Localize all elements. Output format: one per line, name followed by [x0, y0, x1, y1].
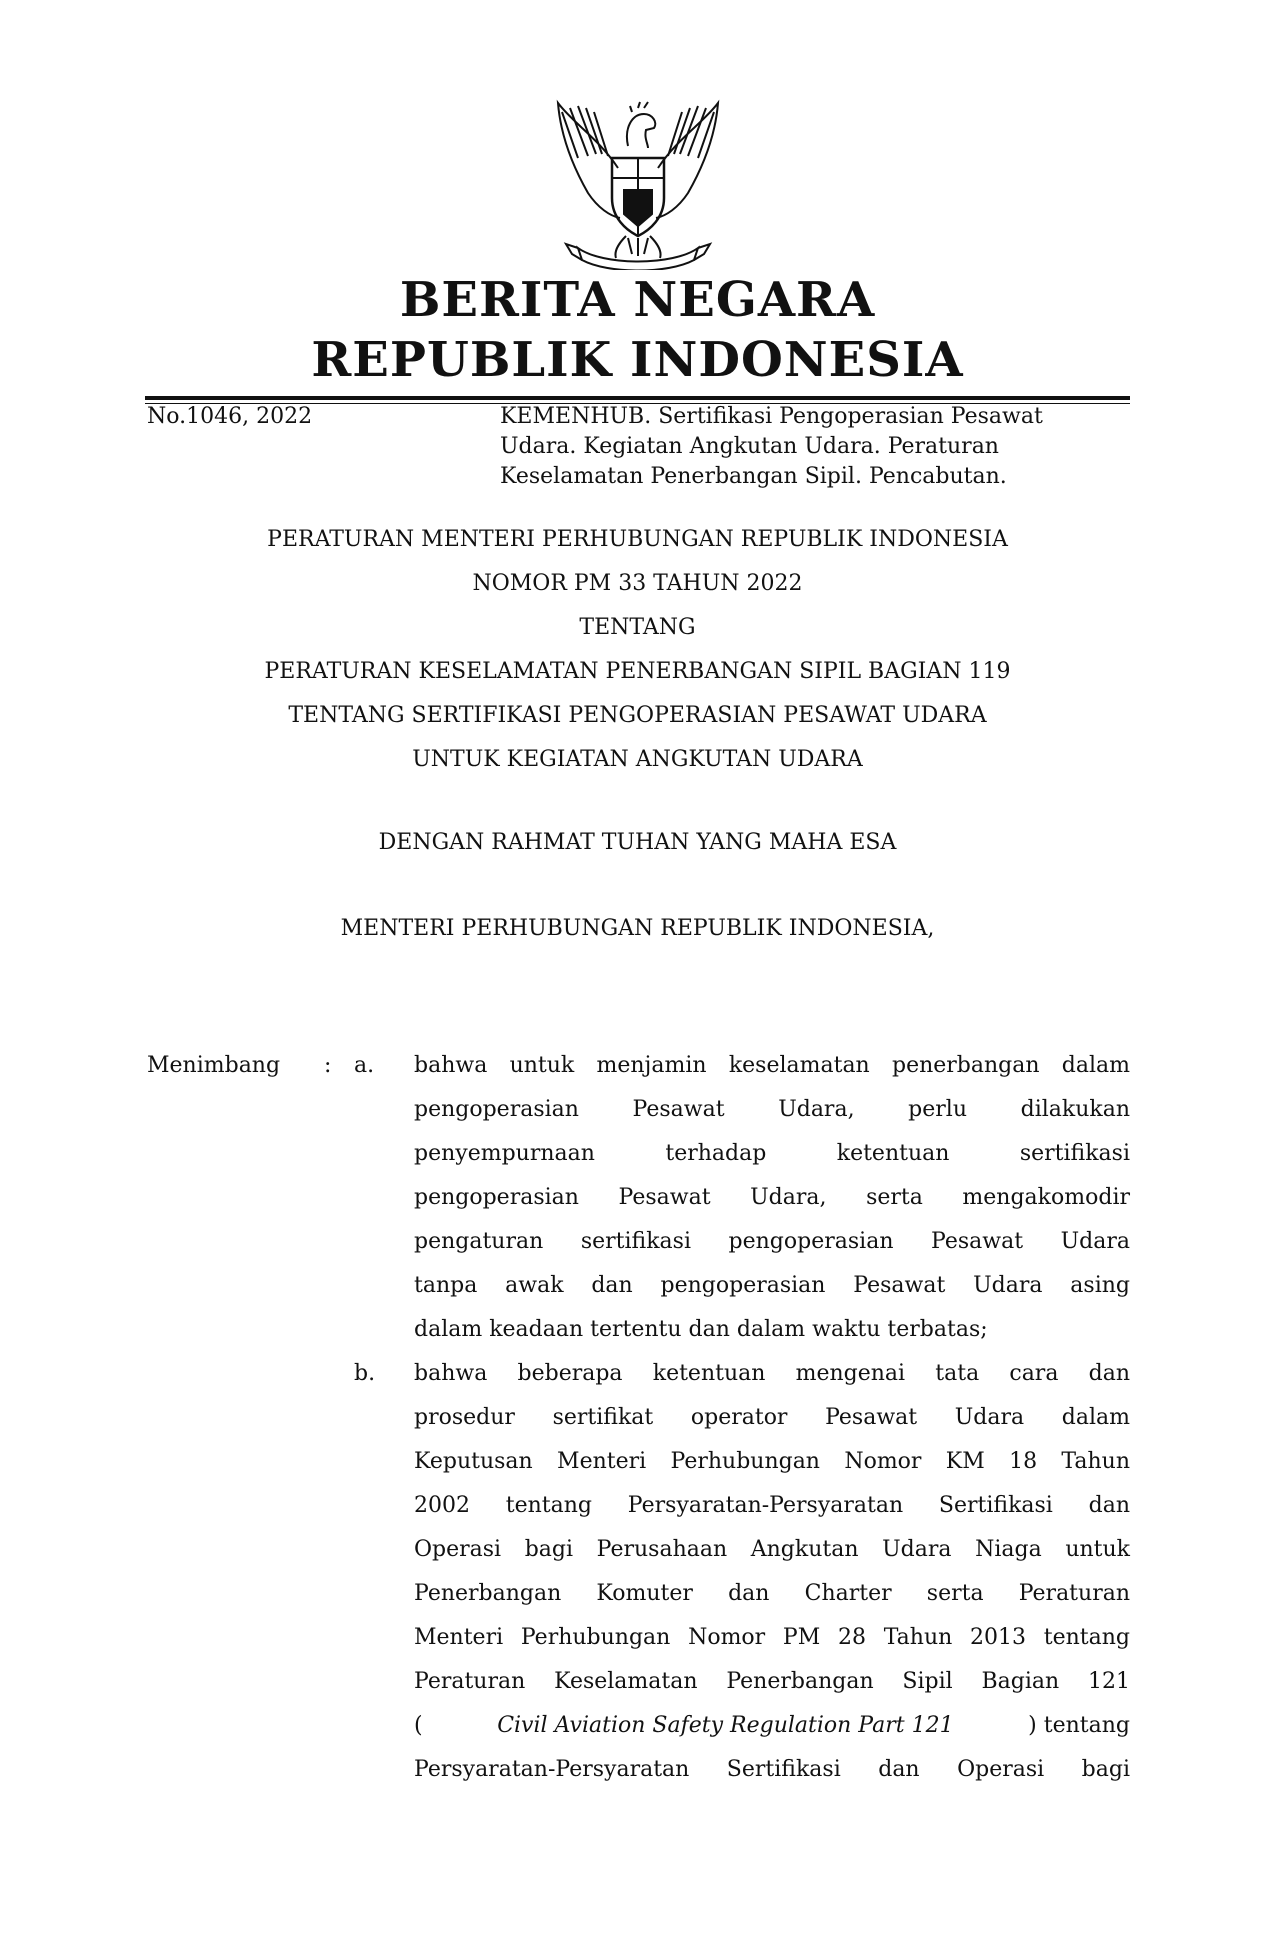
issue-subject-line: Udara. Kegiatan Angkutan Udara. Peraturan [500, 434, 999, 459]
regulation-title-line: PERATURAN MENTERI PERHUBUNGAN REPUBLIK INDONESIA [267, 527, 1008, 552]
paren-open: ( [414, 1713, 423, 1738]
regulation-title [145, 518, 1130, 782]
text-line: tanpa awak dan pengoperasian Pesawat Udara asing [414, 1273, 1130, 1298]
text-line: Operasi bagi Perusahaan Angkutan Udara Niaga untuk [414, 1537, 1130, 1562]
regulation-title-line: TENTANG SERTIFIKASI PENGOPERASIAN PESAWAT UDARA [288, 703, 987, 728]
text-line: prosedur sertifikat operator Pesawat Udara dalam [414, 1405, 1130, 1430]
text-line: pengoperasian Pesawat Udara, perlu dilakukan [414, 1097, 1130, 1122]
item-text [414, 1352, 1130, 1792]
issue-subject [500, 402, 1128, 492]
text-line: 2002 tentang Persyaratan-Persyaratan Sertifikasi dan [414, 1493, 1130, 1518]
gazette-masthead [145, 270, 1130, 390]
text-line: bahwa beberapa ketentuan mengenai tata cara dan [414, 1361, 1130, 1386]
garuda-pancasila-emblem-icon [548, 98, 728, 270]
paren-close: ) tentang [1028, 1713, 1130, 1738]
regulation-title-line: TENTANG [579, 615, 696, 640]
text-line: bahwa untuk menjamin keselamatan penerbangan dalam [414, 1053, 1130, 1078]
issue-number: No.1046, 2022 [147, 404, 313, 429]
text-line: Peraturan Keselamatan Penerbangan Sipil Bagian 121 [414, 1669, 1130, 1694]
text-line: penyempurnaan terhadap ketentuan sertifikasi [414, 1141, 1130, 1166]
considering-colon: : [324, 1053, 332, 1078]
text-line: Penerbangan Komuter dan Charter serta Peraturan [414, 1581, 1130, 1606]
text-line: Persyaratan-Persyaratan Sertifikasi dan Operasi bagi [414, 1757, 1130, 1782]
text-line: dalam keadaan tertentu dan dalam waktu terbatas; [414, 1317, 988, 1342]
issue-subject-line: KEMENHUB. Sertifikasi Pengoperasian Pesawat [500, 404, 1043, 429]
regulation-number: NOMOR PM 33 TAHUN 2022 [472, 571, 803, 596]
text-line: Keputusan Menteri Perhubungan Nomor KM 18 Tahun [414, 1449, 1130, 1474]
text-line: pengaturan sertifikasi pengoperasian Pesawat Udara [414, 1229, 1130, 1254]
text-line-with-italic [414, 1704, 1130, 1748]
issue-subject-line: Keselamatan Penerbangan Sipil. Pencabutan. [500, 464, 1007, 489]
considering-label: Menimbang [147, 1053, 281, 1078]
italic-term: Civil Aviation Safety Regulation Part 121 [497, 1713, 954, 1738]
item-text [414, 1044, 1130, 1352]
item-letter: a. [354, 1053, 375, 1078]
regulation-title-line: PERATURAN KESELAMATAN PENERBANGAN SIPIL BAGIAN 119 [264, 659, 1011, 684]
minister-line: MENTERI PERHUBUNGAN REPUBLIK INDONESIA, [340, 916, 935, 941]
item-letter: b. [354, 1361, 376, 1386]
text-line: Menteri Perhubungan Nomor PM 28 Tahun 2013 tentang [414, 1625, 1130, 1650]
text-line: pengoperasian Pesawat Udara, serta mengakomodir [414, 1185, 1130, 1210]
regulation-title-line: UNTUK KEGIATAN ANGKUTAN UDARA [412, 747, 863, 772]
masthead-line-2: REPUBLIK INDONESIA [311, 332, 964, 388]
masthead-rule-thick [145, 396, 1130, 400]
masthead-line-1: BERITA NEGARA [399, 272, 876, 328]
blessing-line: DENGAN RAHMAT TUHAN YANG MAHA ESA [378, 830, 897, 855]
